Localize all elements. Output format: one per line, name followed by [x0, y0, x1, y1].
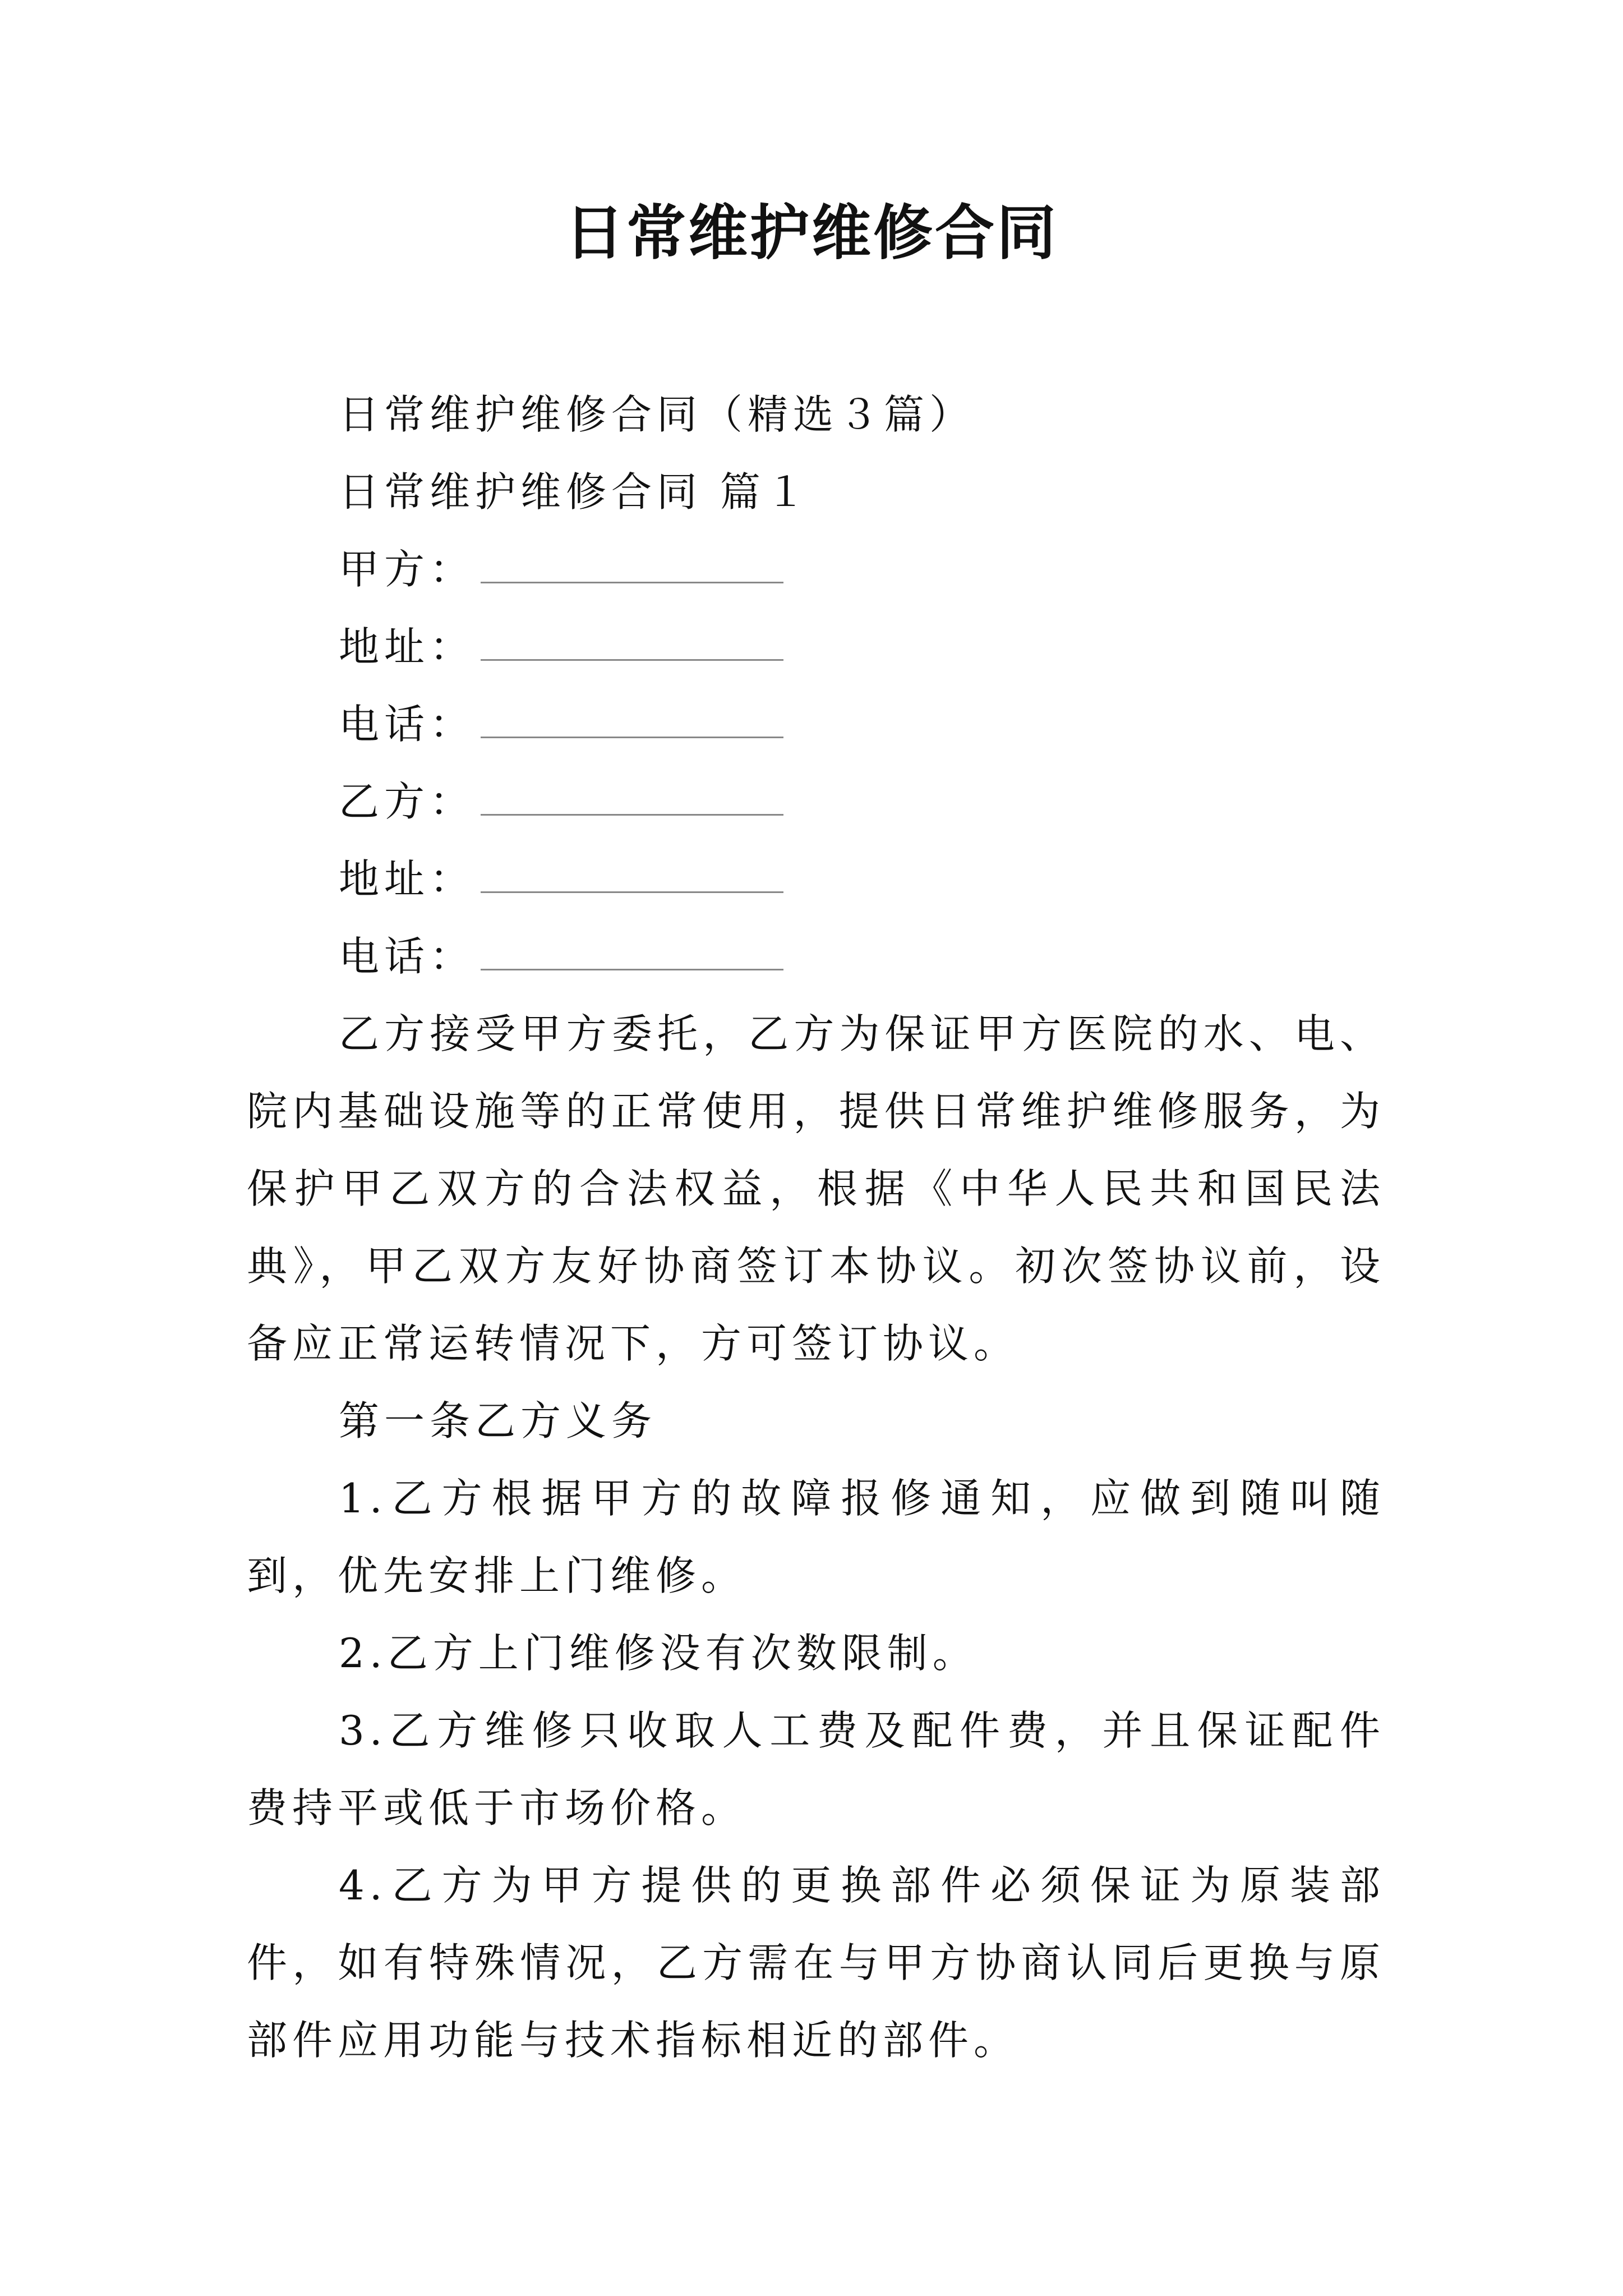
party-b-phone-blank-line	[481, 935, 783, 970]
clause-2: 2.乙方上门维修没有次数限制。	[339, 1630, 978, 1677]
party-a-phone-blank-line	[481, 703, 783, 738]
party-b-field	[247, 763, 1385, 840]
field-label: 地址：	[339, 855, 476, 903]
article-heading: 第一条乙方义务	[339, 1397, 657, 1444]
party-a-address-blank-line	[481, 625, 783, 661]
section-heading: 日常维护维修合同 篇１	[339, 468, 811, 516]
clause-1: 1.乙方根据甲方的故障报修通知，应做到随叫随到，优先安排上门维修。	[247, 1475, 1385, 1599]
party-a-field	[247, 531, 1385, 608]
intro-paragraph: 乙方接受甲方委托，乙方为保证甲方医院的水、电、院内基础设施等的正常使用，提供日常维护维修服务，为保护甲乙双方的合法权益，根据《中华人民共和国民法典》，甲乙双方友好协商签订本协议。初次签协议前，设备应正常运转情况下，方可签订协议。	[247, 1010, 1385, 1367]
party-b-phone-field	[247, 918, 1385, 995]
party-b-address-field	[247, 840, 1385, 918]
party-a-phone-field	[247, 685, 1385, 763]
clause-3: 3.乙方维修只收取人工费及配件费，并且保证配件费持平或低于市场价格。	[247, 1707, 1385, 1832]
field-label: 乙方：	[339, 778, 476, 825]
field-label: 电话：	[339, 701, 476, 748]
field-label: 电话：	[339, 933, 476, 980]
field-label: 甲方：	[339, 546, 476, 593]
party-a-address-field	[247, 608, 1385, 685]
document-subtitle: 日常维护维修合同（精选３篇）	[339, 391, 975, 438]
document-title: 日常维护维修合同	[565, 197, 1058, 268]
field-label: 地址：	[339, 623, 476, 670]
clause-4: 4.乙方为甲方提供的更换部件必须保证为原装部件，如有特殊情况，乙方需在与甲方协商认同后更换与原部件应用功能与技术指标相近的部件。	[247, 1862, 1385, 2064]
party-a-blank-line	[481, 548, 783, 583]
party-b-address-blank-line	[481, 858, 783, 893]
party-b-blank-line	[481, 780, 783, 816]
document-body	[247, 376, 1385, 2079]
